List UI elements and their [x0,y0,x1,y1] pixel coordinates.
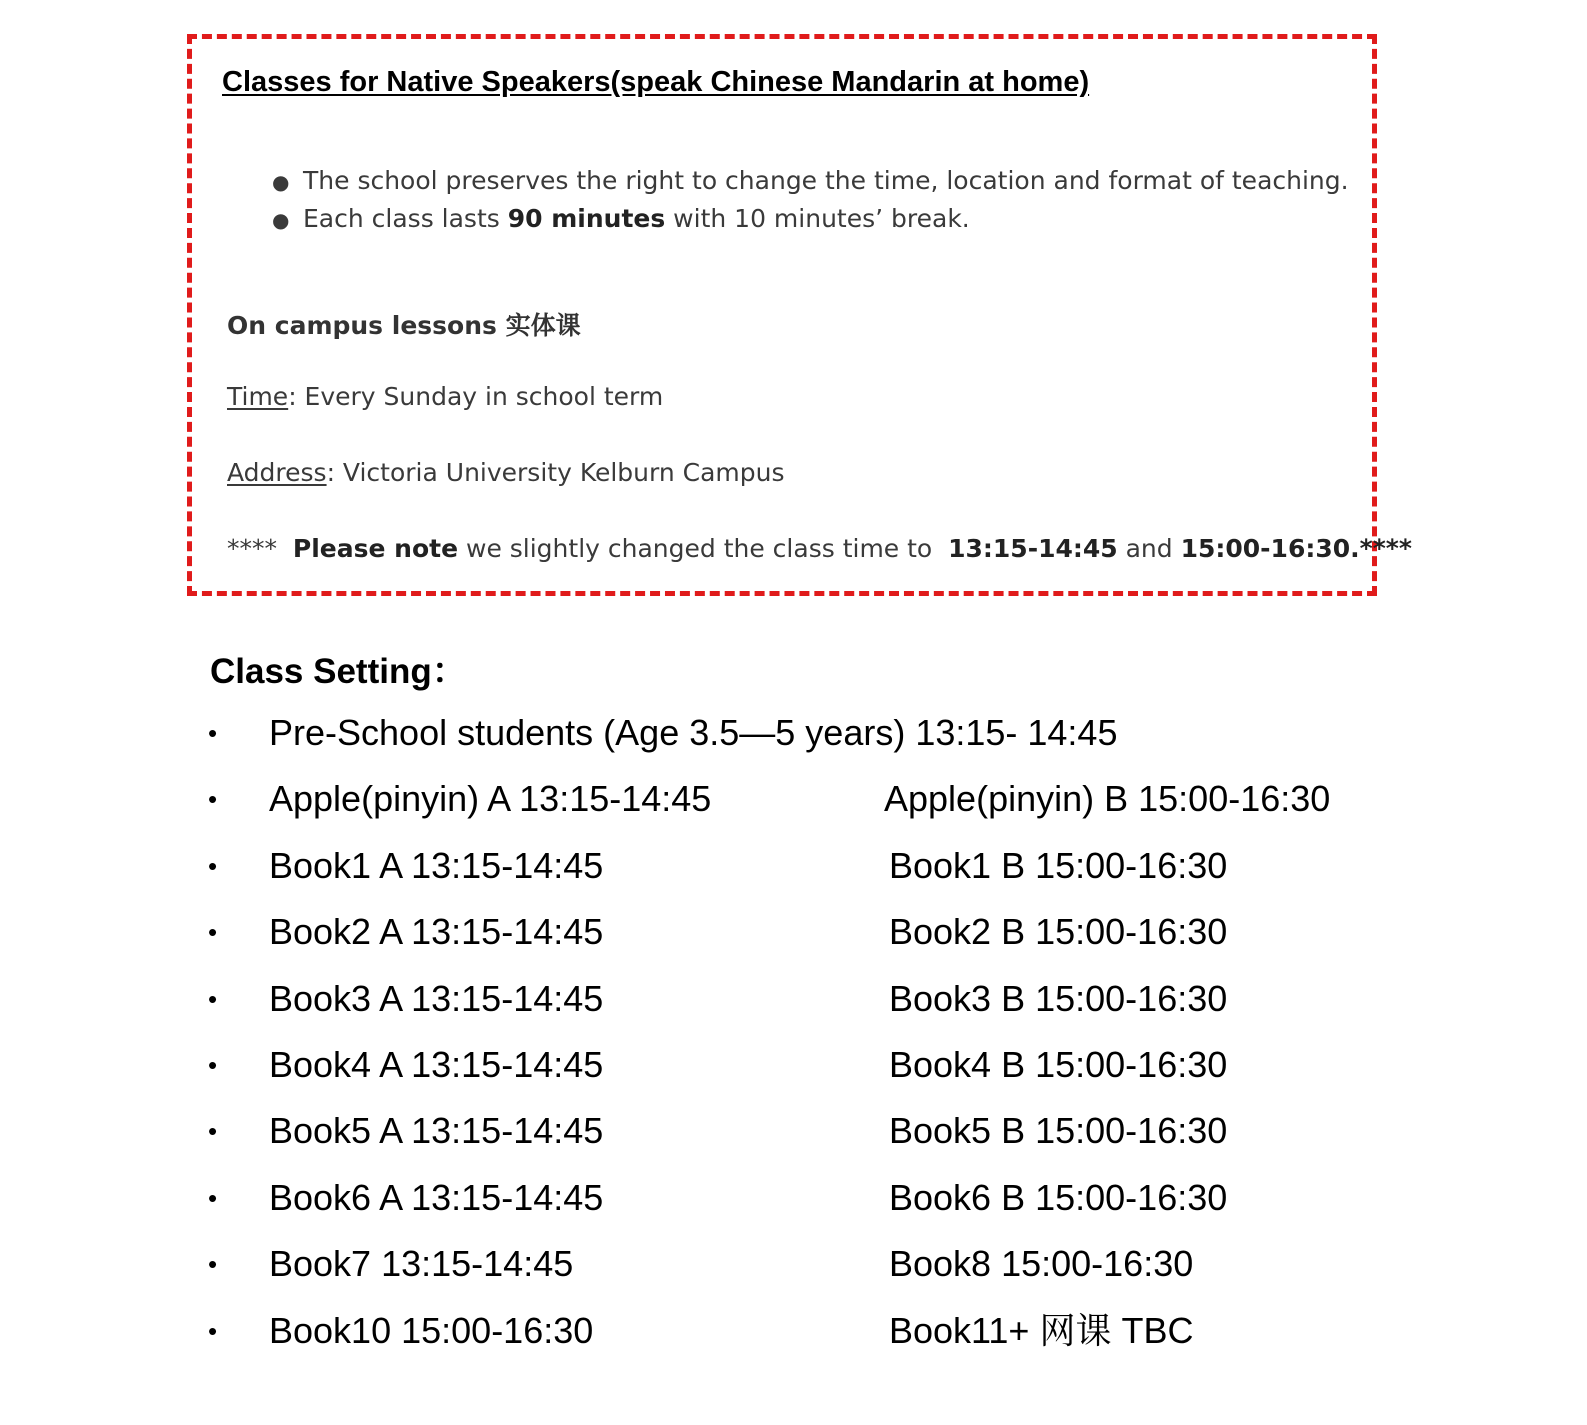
class-row [0,910,1587,954]
class-setting-title: Class Setting： [210,652,467,691]
note-stars-open: **** [227,534,277,563]
bullet-dot-icon: • [208,784,218,814]
bullet-dot-icon: • [208,718,218,748]
time-line [227,382,663,411]
class-left-entry: Book1 A 13:15-14:45 [269,845,604,886]
class-row [0,1309,1587,1353]
campus-lessons-title: On campus lessons 实体课 [227,311,581,340]
address-line [227,458,785,487]
class-right-entry: Book8 15:00-16:30 [889,1243,1194,1284]
notice-bullet-1 [272,166,1349,195]
class-left-entry: Book5 A 13:15-14:45 [269,1110,604,1151]
class-left-entry: Book3 A 13:15-14:45 [269,978,604,1019]
notice-heading: Classes for Native Speakers(speak Chinese Mandarin at home) [222,66,1090,98]
class-row [0,844,1587,888]
notice-bullet-2 [272,204,970,233]
bullet-dot-icon: • [208,917,218,947]
note-time-2: 15:00-16:30. [1180,534,1360,563]
address-label: Address [227,458,327,487]
class-row [0,1176,1587,1220]
bullet-dot-icon: • [208,1249,218,1279]
class-left-entry: Apple(pinyin) A 13:15-14:45 [269,778,712,819]
class-right-entry: Book6 B 15:00-16:30 [889,1177,1228,1218]
notice-bullet-text: with 10 minutes’ break. [665,204,970,233]
time-change-note [227,534,1412,563]
class-left-entry: Book7 13:15-14:45 [269,1243,574,1284]
class-right-entry: Book4 B 15:00-16:30 [889,1044,1228,1085]
bullet-dot-icon: • [208,851,218,881]
class-left-entry: Pre-School students (Age 3.5—5 years) 13:15- 14:45 [269,712,1118,753]
note-time-1: 13:15-14:45 [948,534,1118,563]
class-row [0,777,1587,821]
class-left-entry: Book6 A 13:15-14:45 [269,1177,604,1218]
class-left-entry: Book10 15:00-16:30 [269,1310,594,1351]
class-right-entry: Book2 B 15:00-16:30 [889,911,1228,952]
class-row [0,1242,1587,1286]
bullet-dot-icon: ● [272,170,290,194]
bullet-dot-icon: • [208,1050,218,1080]
bullet-dot-icon: • [208,1183,218,1213]
bullet-dot-icon: • [208,1116,218,1146]
time-label: Time [227,382,289,411]
class-row [0,1109,1587,1153]
note-and: and [1117,534,1181,563]
class-right-entry: Book3 B 15:00-16:30 [889,978,1228,1019]
bullet-dot-icon: • [208,984,218,1014]
notice-bullet-text: The school preserves the right to change the time, location and format of teaching. [303,166,1349,195]
class-right-entry: Book11+ 网课 TBC [889,1310,1194,1351]
notice-bullet-text: Each class lasts [303,204,508,233]
bullet-dot-icon: • [208,1316,218,1346]
address-value: : Victoria University Kelburn Campus [326,458,785,487]
class-left-entry: Book2 A 13:15-14:45 [269,911,604,952]
note-stars-close: **** [1359,534,1412,563]
please-note-label: Please note [292,534,459,563]
class-row [0,977,1587,1021]
class-right-entry: Book1 B 15:00-16:30 [889,845,1228,886]
class-left-entry: Book4 A 13:15-14:45 [269,1044,604,1085]
class-right-entry: Book5 B 15:00-16:30 [889,1110,1228,1151]
note-middle-text: we slightly changed the class time to [458,534,941,563]
time-value: : Every Sunday in school term [288,382,664,411]
class-row [0,1043,1587,1087]
duration-bold: 90 minutes [507,204,666,233]
bullet-dot-icon: ● [272,208,290,232]
class-row [0,711,1587,755]
class-right-entry: Apple(pinyin) B 15:00-16:30 [884,778,1331,819]
